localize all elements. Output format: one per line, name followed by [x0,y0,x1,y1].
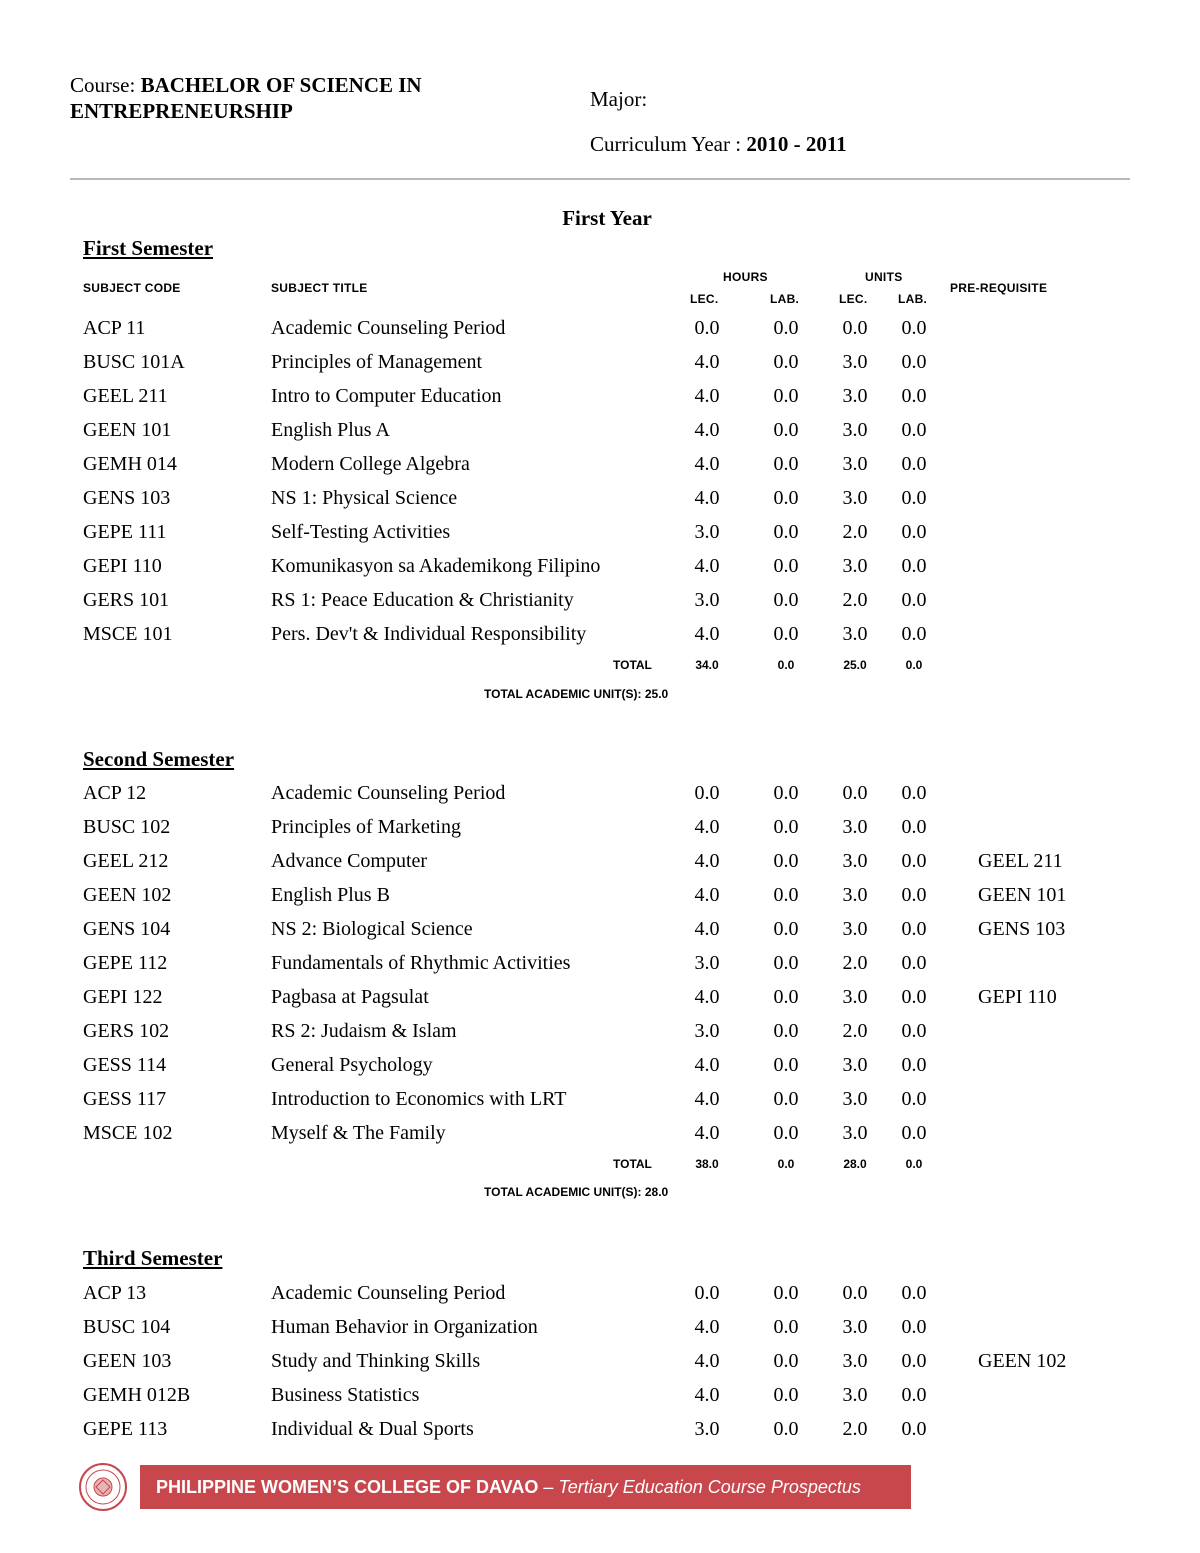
subject-code: MSCE 101 [83,623,173,645]
subject-row [0,1116,1200,1150]
hours-lab: 0.0 [773,521,799,543]
units-lec: 3.0 [842,850,868,872]
subject-code: GEEN 103 [83,1350,172,1372]
hours-lab: 0.0 [773,884,799,906]
total-units-lec: 25.0 [843,658,867,672]
course-label: Course: [70,73,136,97]
units-lab: 0.0 [901,521,927,543]
total-units-lec: 28.0 [843,1157,867,1171]
subject-row [0,617,1200,651]
subject-row [0,549,1200,583]
hours-lab: 0.0 [773,782,799,804]
hours-lec: 3.0 [694,589,720,611]
hours-lec: 0.0 [694,317,720,339]
subject-row [0,1082,1200,1116]
units-lab: 0.0 [901,986,927,1008]
subject-code: BUSC 102 [83,816,171,838]
subject-title: Principles of Management [271,351,483,373]
subject-title: Komunikasyon sa Akademikong Filipino [271,555,601,577]
total-label: TOTAL [613,658,652,672]
hours-lab: 0.0 [773,385,799,407]
units-lec: 0.0 [842,1282,868,1304]
subject-row [0,583,1200,617]
subject-row [0,1412,1200,1446]
prerequisite: GEEN 102 [978,1350,1067,1372]
subject-title: Academic Counseling Period [271,1282,506,1304]
hours-lab: 0.0 [773,589,799,611]
units-lec: 3.0 [842,816,868,838]
units-lab: 0.0 [901,589,927,611]
subject-row [0,311,1200,345]
hours-lec: 4.0 [694,1088,720,1110]
subject-title: Academic Counseling Period [271,782,506,804]
subject-title: Fundamentals of Rhythmic Activities [271,952,571,974]
hours-lab: 0.0 [773,850,799,872]
units-lec: 3.0 [842,1316,868,1338]
major-heading [590,86,647,112]
units-lec: 3.0 [842,1384,868,1406]
hours-lab: 0.0 [773,487,799,509]
total-hours-lec: 34.0 [695,658,719,672]
units-lab: 0.0 [901,351,927,373]
subject-title: General Psychology [271,1054,433,1076]
subject-row [0,1378,1200,1412]
units-lec: 2.0 [842,521,868,543]
col-hours-lec: LEC. [690,292,719,306]
hours-lab: 0.0 [773,986,799,1008]
subject-code: GEPI 122 [83,986,163,1008]
units-lab: 0.0 [901,453,927,475]
subject-code: GEPE 111 [83,521,167,543]
subject-code: BUSC 101A [83,351,185,373]
subject-title: Study and Thinking Skills [271,1350,481,1372]
units-lab: 0.0 [901,317,927,339]
units-lab: 0.0 [901,623,927,645]
subject-code: GEPE 112 [83,952,168,974]
curriculum-year-heading [590,131,847,157]
units-lab: 0.0 [901,1418,927,1440]
col-units-lab: LAB. [898,292,928,306]
subject-title: Human Behavior in Organization [271,1316,538,1338]
subject-code: ACP 11 [83,317,146,339]
units-lec: 3.0 [842,351,868,373]
units-lab: 0.0 [901,1122,927,1144]
units-lab: 0.0 [901,1384,927,1406]
hours-lab: 0.0 [773,453,799,475]
subject-title: Pers. Dev't & Individual Responsibility [271,623,587,645]
footer-banner [140,1465,911,1509]
hours-lec: 4.0 [694,1054,720,1076]
hours-lec: 4.0 [694,385,720,407]
total-units-lab: 0.0 [905,658,923,672]
hours-lab: 0.0 [773,952,799,974]
col-units-lec: LEC. [839,292,868,306]
subject-row [0,481,1200,515]
units-lec: 3.0 [842,623,868,645]
subject-code: MSCE 102 [83,1122,173,1144]
hours-lec: 3.0 [694,952,720,974]
total-academic-units: TOTAL ACADEMIC UNIT(S): 28.0 [484,1185,669,1199]
subject-code: GESS 117 [83,1088,167,1110]
subject-row [0,912,1200,946]
hours-lec: 4.0 [694,816,720,838]
subject-code: GEMH 014 [83,453,177,475]
college-seal-icon [78,1462,128,1512]
units-lab: 0.0 [901,555,927,577]
hours-lec: 4.0 [694,419,720,441]
subject-title: Principles of Marketing [271,816,461,838]
subject-row [0,345,1200,379]
subject-code: GENS 103 [83,487,171,509]
units-lab: 0.0 [901,918,927,940]
subject-code: GEEN 101 [83,419,172,441]
subject-row [0,844,1200,878]
hours-lec: 3.0 [694,1020,720,1042]
units-lab: 0.0 [901,1316,927,1338]
hours-lec: 4.0 [694,1350,720,1372]
units-lab: 0.0 [901,385,927,407]
total-units-lab: 0.0 [905,1157,923,1171]
curriculum-year-value: 2010 - 2011 [746,132,847,156]
subject-title: Advance Computer [271,850,428,872]
hours-lec: 4.0 [694,986,720,1008]
subject-code: GEEN 102 [83,884,172,906]
semester-title: Third Semester [83,1246,223,1270]
subject-row [0,1276,1200,1310]
units-lec: 3.0 [842,1122,868,1144]
units-lab: 0.0 [901,850,927,872]
units-lec: 3.0 [842,487,868,509]
subject-row [0,776,1200,810]
total-hours-lab: 0.0 [777,1157,795,1171]
hours-lec: 4.0 [694,884,720,906]
hours-lab: 0.0 [773,918,799,940]
hours-lec: 4.0 [694,918,720,940]
hours-lab: 0.0 [773,1122,799,1144]
year-title: First Year [562,206,652,230]
prerequisite: GENS 103 [978,918,1066,940]
hours-lec: 4.0 [694,1316,720,1338]
subject-row [0,1310,1200,1344]
units-lec: 3.0 [842,385,868,407]
subject-code: GEEL 212 [83,850,169,872]
hours-lab: 0.0 [773,1350,799,1372]
subject-code: BUSC 104 [83,1316,171,1338]
units-lec: 3.0 [842,453,868,475]
semester-title: Second Semester [83,747,235,771]
subject-code: GERS 101 [83,589,170,611]
subject-title: Myself & The Family [271,1122,446,1144]
units-lec: 3.0 [842,1088,868,1110]
units-lec: 2.0 [842,589,868,611]
hours-lec: 0.0 [694,1282,720,1304]
hours-lec: 4.0 [694,555,720,577]
hours-lab: 0.0 [773,1316,799,1338]
subject-code: GESS 114 [83,1054,167,1076]
units-lab: 0.0 [901,1054,927,1076]
units-lec: 3.0 [842,986,868,1008]
hours-lec: 3.0 [694,521,720,543]
total-label: TOTAL [613,1157,652,1171]
prerequisite: GEPI 110 [978,986,1057,1008]
hours-lab: 0.0 [773,623,799,645]
hours-lec: 4.0 [694,850,720,872]
units-lec: 0.0 [842,782,868,804]
hours-lec: 3.0 [694,1418,720,1440]
subject-title: Business Statistics [271,1384,420,1406]
hours-lab: 0.0 [773,317,799,339]
prerequisite: GEEN 101 [978,884,1067,906]
units-lab: 0.0 [901,1350,927,1372]
units-lab: 0.0 [901,884,927,906]
course-heading [70,72,510,124]
hours-lec: 4.0 [694,487,720,509]
units-lec: 2.0 [842,952,868,974]
subject-row [0,946,1200,980]
semester-title: First Semester [83,236,214,260]
units-lab: 0.0 [901,419,927,441]
units-lab: 0.0 [901,487,927,509]
subject-title: Introduction to Economics with LRT [271,1088,567,1110]
hours-lab: 0.0 [773,1088,799,1110]
subject-code: GEEL 211 [83,385,168,407]
units-lab: 0.0 [901,1282,927,1304]
units-lec: 3.0 [842,419,868,441]
subject-code: GENS 104 [83,918,171,940]
hours-lab: 0.0 [773,1020,799,1042]
subject-title: English Plus A [271,419,390,441]
subject-row [0,447,1200,481]
subject-row [0,878,1200,912]
hours-lab: 0.0 [773,351,799,373]
footer-college-name: PHILIPPINE WOMEN’S COLLEGE OF DAVAO [156,1477,539,1497]
units-lec: 0.0 [842,317,868,339]
curriculum-year-label: Curriculum Year : [590,132,742,156]
units-lec: 2.0 [842,1418,868,1440]
hours-lab: 0.0 [773,1054,799,1076]
units-lec: 3.0 [842,555,868,577]
subject-title: NS 2: Biological Science [271,918,473,940]
major-label: Major: [590,87,648,111]
hours-lab: 0.0 [773,1418,799,1440]
col-hours-lab: LAB. [770,292,800,306]
subject-title: Academic Counseling Period [271,317,506,339]
subject-row [0,515,1200,549]
hours-lec: 4.0 [694,623,720,645]
units-lec: 3.0 [842,1350,868,1372]
total-hours-lab: 0.0 [777,658,795,672]
total-academic-units: TOTAL ACADEMIC UNIT(S): 25.0 [484,687,669,701]
hours-lec: 4.0 [694,1122,720,1144]
hours-lab: 0.0 [773,1384,799,1406]
col-subject-code: SUBJECT CODE [83,281,181,295]
units-lab: 0.0 [901,816,927,838]
hours-lec: 0.0 [694,782,720,804]
units-lec: 3.0 [842,918,868,940]
units-lec: 2.0 [842,1020,868,1042]
subject-row [0,810,1200,844]
subject-code: GEPI 110 [83,555,162,577]
units-lec: 3.0 [842,884,868,906]
units-lec: 3.0 [842,1054,868,1076]
subject-title: English Plus B [271,884,390,906]
subject-row [0,379,1200,413]
hours-lec: 4.0 [694,453,720,475]
subject-title: Self-Testing Activities [271,521,451,543]
col-prerequisite: PRE-REQUISITE [950,281,1048,295]
subject-title: Intro to Computer Education [271,385,502,407]
subject-title: NS 1: Physical Science [271,487,458,509]
col-subject-title: SUBJECT TITLE [271,281,368,295]
subject-code: GEMH 012B [83,1384,191,1406]
subject-row [0,1048,1200,1082]
units-lab: 0.0 [901,782,927,804]
subject-code: GEPE 113 [83,1418,168,1440]
prerequisite: GEEL 211 [978,850,1063,872]
subject-row [0,980,1200,1014]
col-units: UNITS [865,270,903,284]
subject-code: ACP 12 [83,782,147,804]
hours-lab: 0.0 [773,419,799,441]
subject-title: RS 2: Judaism & Islam [271,1020,457,1042]
hours-lab: 0.0 [773,816,799,838]
subject-title: Individual & Dual Sports [271,1418,474,1440]
total-hours-lec: 38.0 [695,1157,719,1171]
subject-row [0,1344,1200,1378]
course-name: BACHELOR OF SCIENCE IN ENTREPRENEURSHIP [70,73,422,123]
subject-title: Modern College Algebra [271,453,470,475]
subject-row [0,413,1200,447]
footer-subtitle: – Tertiary Education Course Prospectus [543,1477,861,1497]
header-divider [70,178,1130,180]
hours-lec: 4.0 [694,351,720,373]
subject-row [0,1014,1200,1048]
units-lab: 0.0 [901,1088,927,1110]
hours-lab: 0.0 [773,1282,799,1304]
units-lab: 0.0 [901,1020,927,1042]
subject-title: RS 1: Peace Education & Christianity [271,589,574,611]
hours-lec: 4.0 [694,1384,720,1406]
subject-title: Pagbasa at Pagsulat [271,986,429,1008]
subject-code: ACP 13 [83,1282,147,1304]
col-hours: HOURS [723,270,768,284]
units-lab: 0.0 [901,952,927,974]
hours-lab: 0.0 [773,555,799,577]
subject-code: GERS 102 [83,1020,170,1042]
